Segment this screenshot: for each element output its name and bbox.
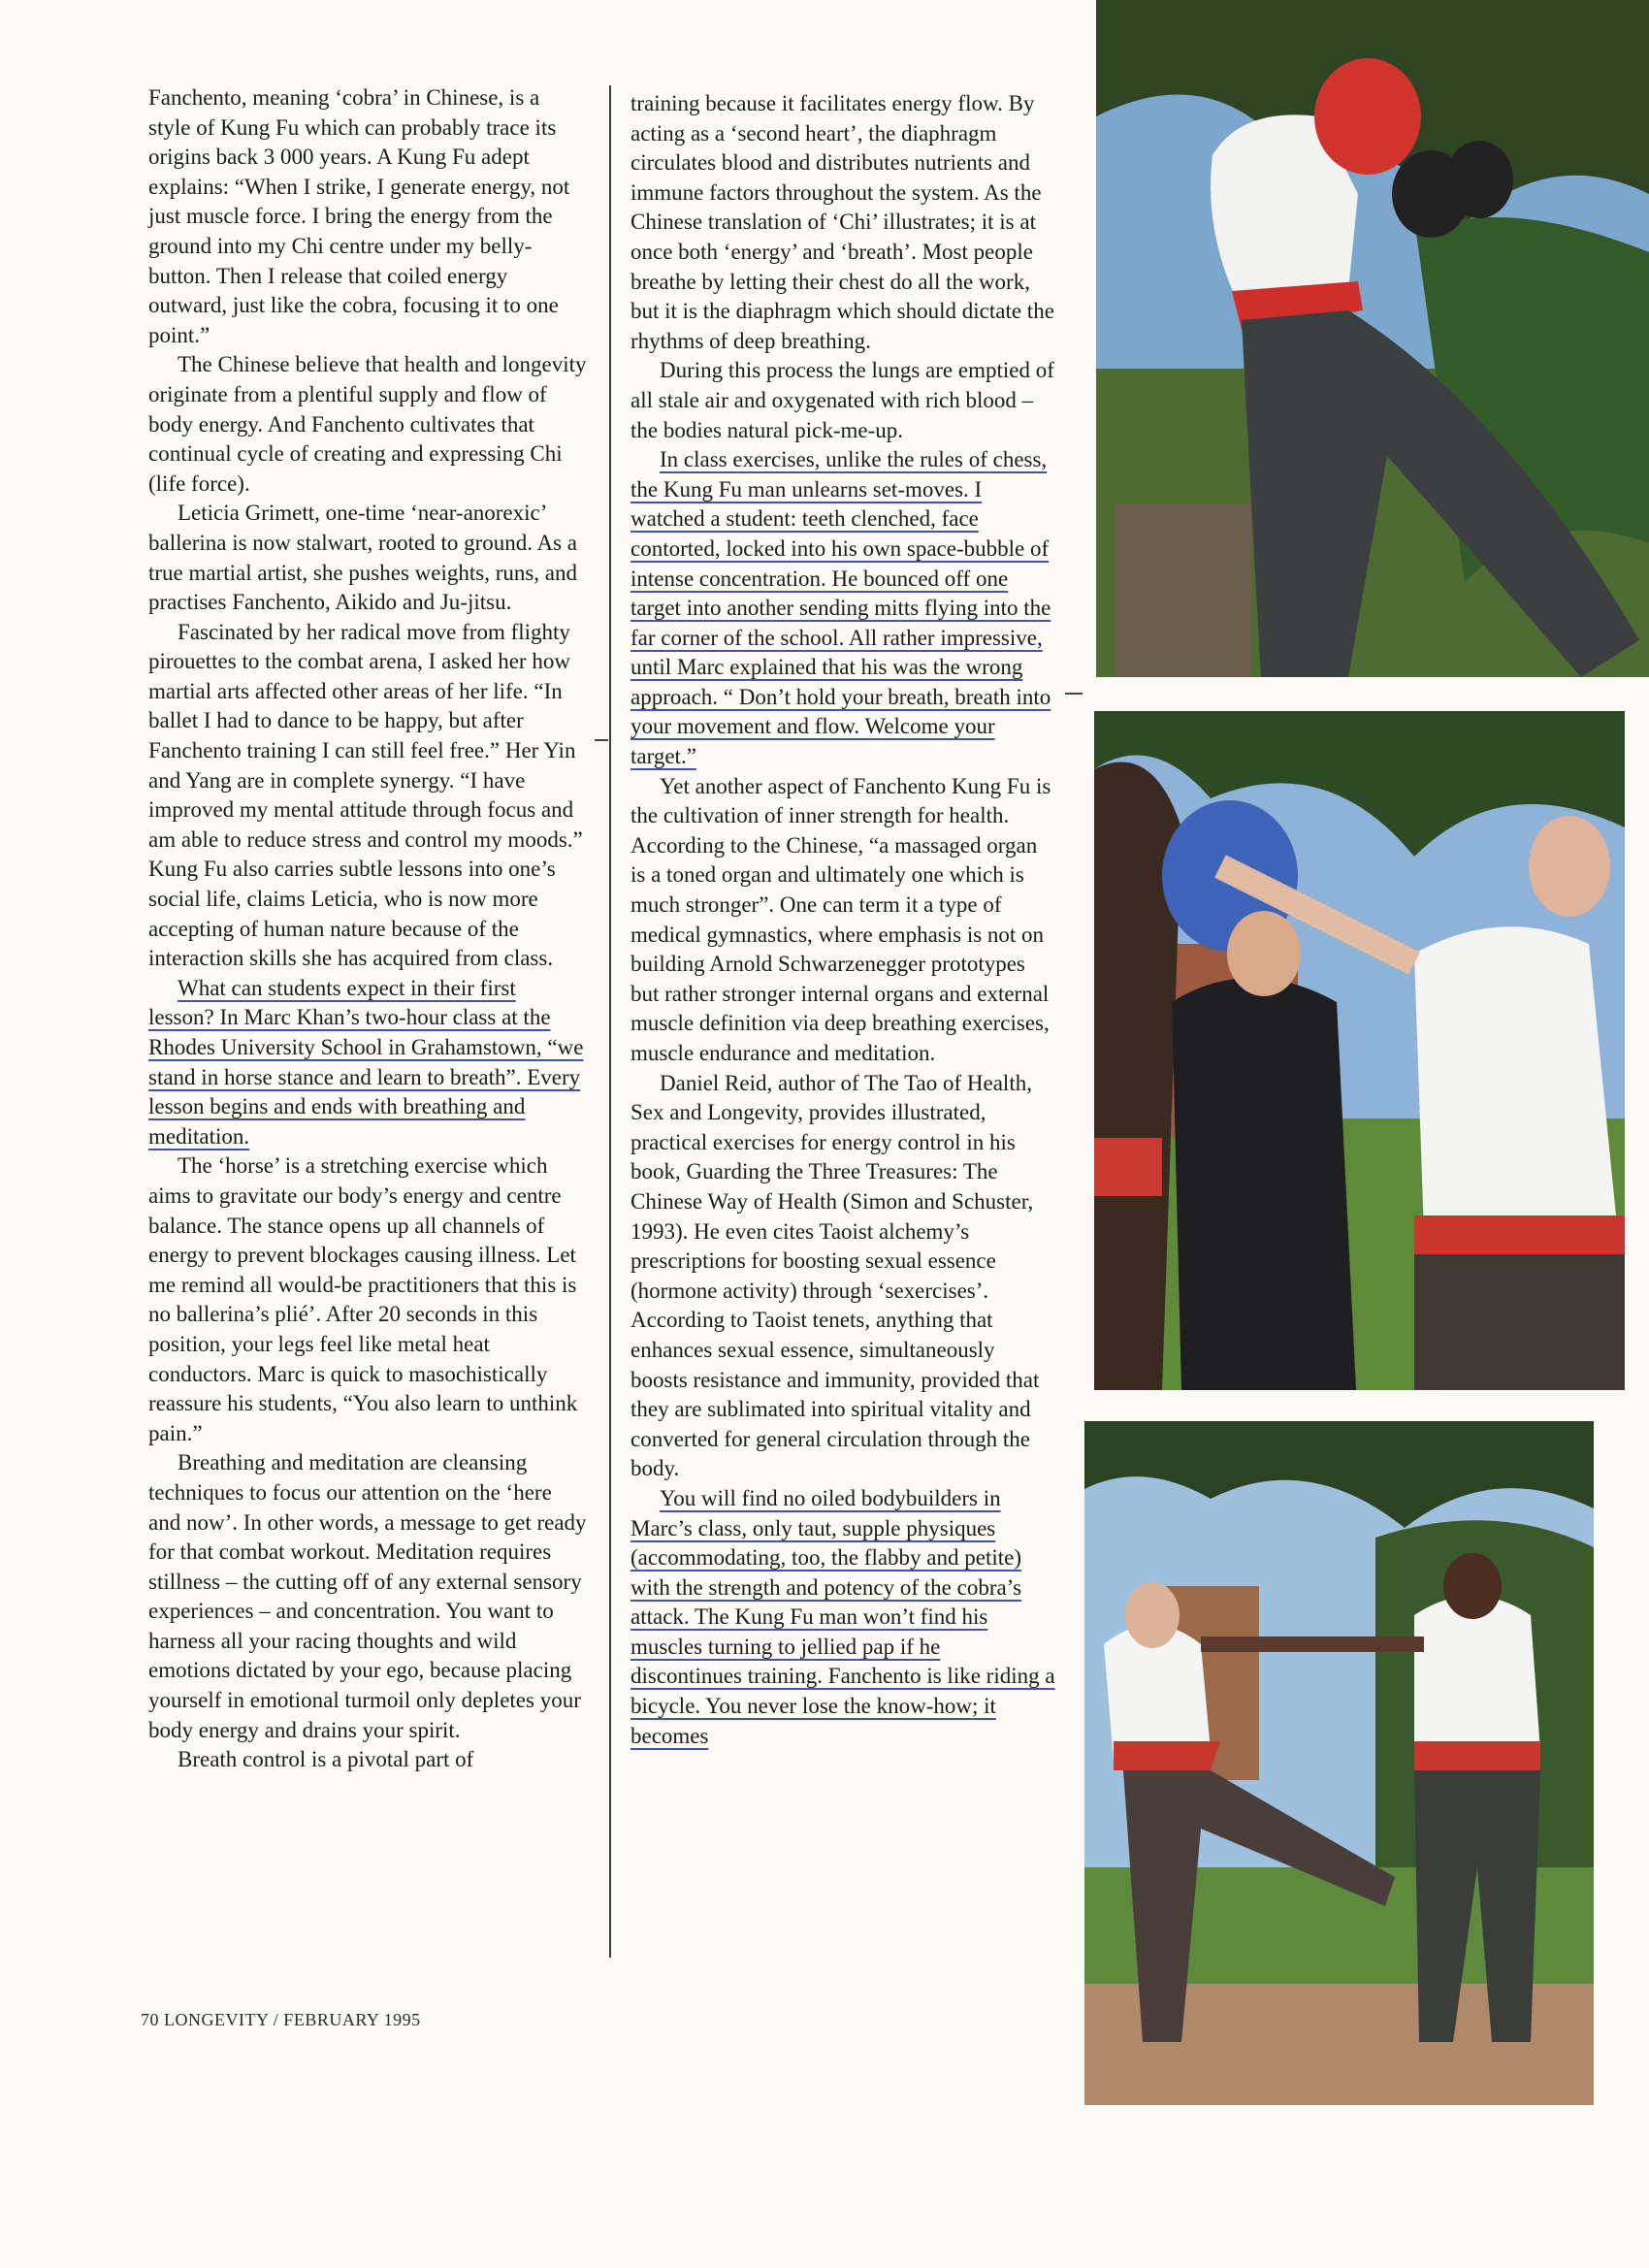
paragraph: Fascinated by her radical move from flighty pirouettes to the combat arena, I asked her how martial arts affected other areas of her life. “In ballet I had to dance to be happy, but after Fanchento training I can still feel free.” Her Yin and Yang are in complete synergy. “I have improved my mental attitude through focus and am able to reduce stress and control my moods.” Kung Fu also carries subtle lessons into one’s social life, claims Leticia, who is now more accepting of human nature because of the interaction skills she has acquired from class. <box>148 619 583 971</box>
paragraph: Daniel Reid, author of The Tao of Health, Sex and Longevity, provides illustrated, practical exercises for energy control in his book, Guarding the Three Treasures: The Chinese Way of Health (Simon and Schuster, 1993). He even cites Taoist alchemy’s prescriptions for boosting sexual essence (hormone activity) through ‘sexercises’. According to Taoist tenets, anything that enhances sexual essence, simultaneously boosts resistance and immunity, provided that they are sublimated into spiritual vitality and converted for general circulation through the body. <box>630 1070 1040 1481</box>
paragraph: Yet another aspect of Fanchento Kung Fu is the cultivation of inner strength for health. According to the Chinese, “a massaged organ is a toned organ and ultimately one which is much stronger”. One can term it a type of medical gymnastics, where emphasis is not on building Arnold Schwarzenegger prototypes but rather stronger internal organs and external muscle definition via deep breathing exercises, muscle endurance and meditation. <box>630 773 1051 1065</box>
paragraph: training because it facilitates energy flow. By acting as a ‘second heart’, the diaphragm circulates blood and distributes nutrients and immune factors throughout the system. As the Chinese translation of ‘Chi’ illustrates; it is at once both ‘energy’ and ‘breath’. Most people breathe by letting their chest do all the work, but it is the diaphragm which should dictate the rhythms of deep breathing. <box>630 91 1054 353</box>
pen-mark <box>595 739 608 741</box>
paragraph: Breathing and meditation are cleansing techniques to focus our attention on the ‘here and now’. In other words, a message to get ready for that combat workout. Meditation requires stillness – the cutting off of any external sensory experiences – and concentration. You want to harness all your racing thoughts and wild emotions dictated by your ego, because placing yourself in emotional turmoil only depletes your body energy and drains your spirit. <box>148 1450 587 1742</box>
photo-kick-headgear <box>1096 0 1649 677</box>
paragraph: Fanchento, meaning ‘cobra’ in Chinese, is a style of Kung Fu which can probably trace its origins back 3 000 years. A Kung Fu adept explains: “When I strike, I generate energy, not just muscle force. I bring the energy from the ground into my Chi centre under my belly-button. Then I release that coiled energy outward, just like the cobra, focusing it to one point.” <box>148 85 570 347</box>
photo-sweep-kick <box>1084 1421 1594 2105</box>
page-folio: 70 LONGEVITY / FEBRUARY 1995 <box>141 2010 421 2029</box>
photo-punch-pad <box>1094 711 1625 1390</box>
paragraph: Leticia Grimett, one-time ‘near-anorexic’ ballerina is now stalwart, rooted to ground. As a true martial artist, she pushes weights, runs, and practises Fanchento, Aikido and Ju-jitsu. <box>148 501 578 615</box>
paragraph-underlined: You will find no oiled bodybuilders in Marc’s class, only taut, supple physiques (accommodating, too, the flabby and petite) with the strength and potency of the cobra’s attack. The Kung Fu man won’t find his muscles turning to jellied pap if he discontinues training. Fanchento is like riding a bicycle. You never lose the know-how; it becomes <box>630 1485 1055 1748</box>
column-rule <box>609 85 611 1958</box>
article-column-1 <box>148 83 587 1775</box>
article-column-2 <box>630 89 1057 1751</box>
paragraph: The Chinese believe that health and longevity originate from a plentiful supply and flow of body energy. And Fanchento cultivates that continual cycle of creating and expressing Chi (life force). <box>148 352 587 496</box>
paragraph: Breath control is a pivotal part of <box>178 1747 474 1772</box>
paragraph-underlined: What can students expect in their first lesson? In Marc Khan’s two-hour class at the Rhodes University School in Grahamstown, “we stand in horse stance and learn to breath”. Every lesson begins and ends with breathing and meditation. <box>148 975 584 1149</box>
paragraph: During this process the lungs are emptied of all stale air and oxygenated with rich blood – the bodies natural pick-me-up. <box>630 358 1054 442</box>
paragraph: The ‘horse’ is a stretching exercise which aims to gravitate our body’s energy and centre balance. The stance opens up all channels of energy to prevent blockages causing illness. Let me remind all would-be practitioners that this is no ballerina’s plié’. After 20 seconds in this position, your legs feel like metal heat conductors. Marc is quick to masochistically reassure his students, “You also learn to unthink pain.” <box>148 1153 578 1445</box>
paragraph-underlined: In class exercises, unlike the rules of chess, the Kung Fu man unlearns set-moves. I watched a student: teeth clenched, face contorted, locked into his own space-bubble of intense concentration. He bounced off one target into another sending mitts flying into the far corner of the school. All rather impressive, until Marc explained that his was the wrong approach. “ Don’t hold your breath, breath into your movement and flow. Welcome your target.” <box>630 447 1051 769</box>
pen-mark <box>1065 693 1083 695</box>
